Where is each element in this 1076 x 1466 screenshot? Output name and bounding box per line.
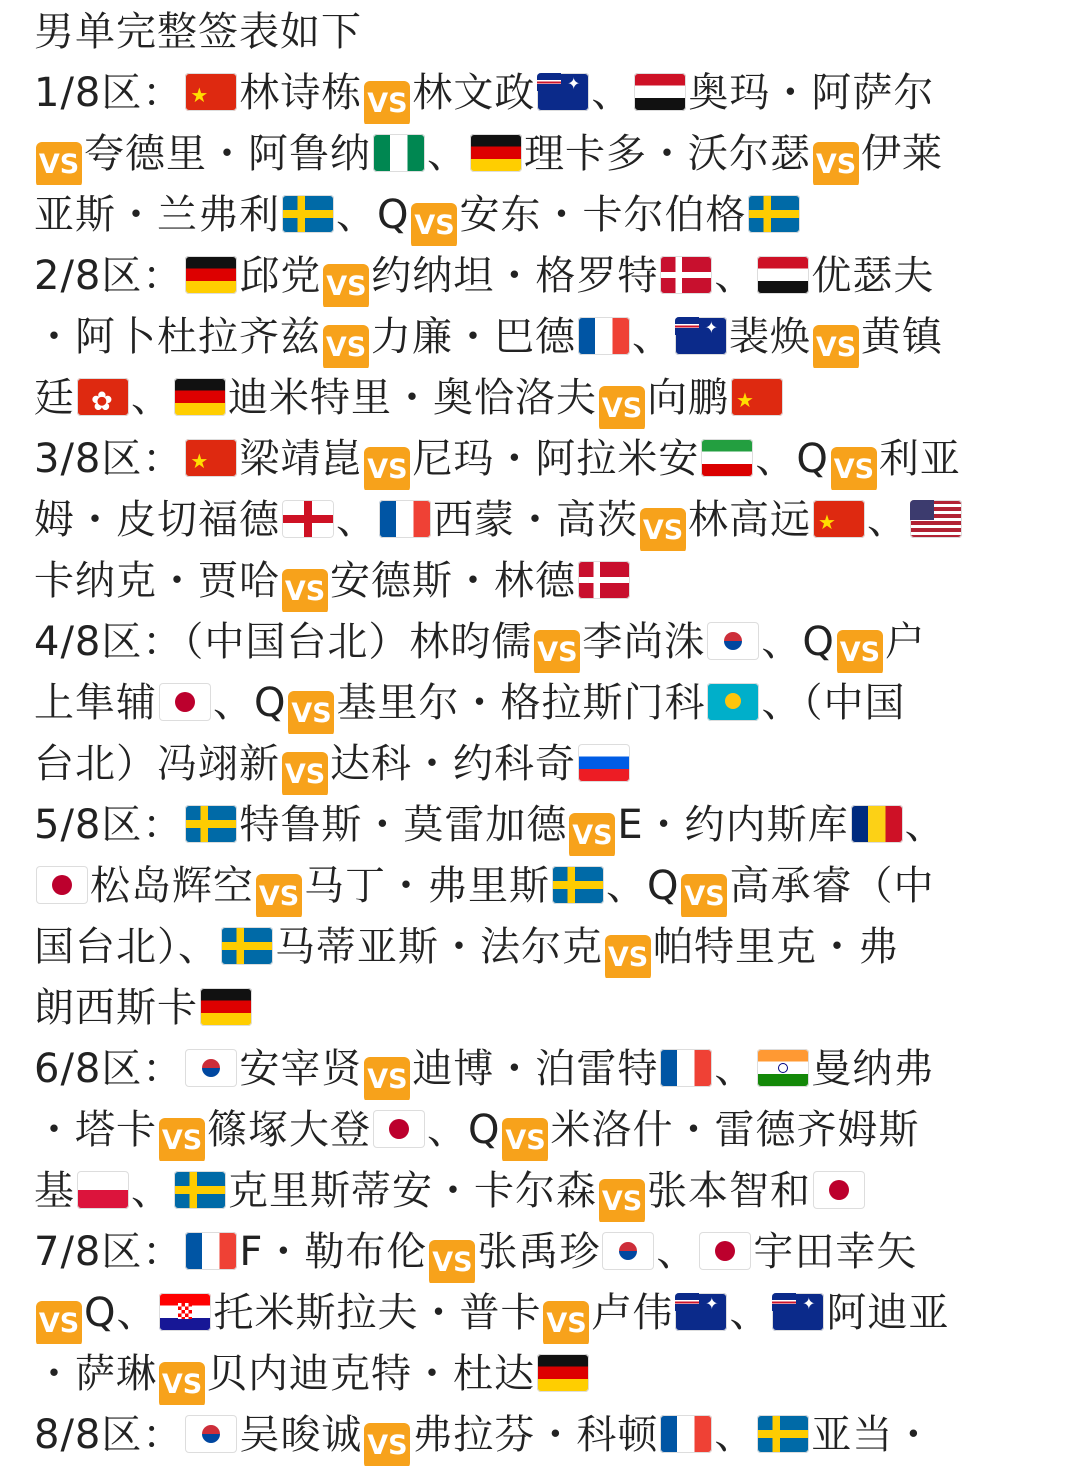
flag-de-icon (470, 134, 522, 172)
line-text: ・萨琳 (34, 1351, 157, 1397)
flag-de-icon (185, 256, 237, 294)
line-text: ・阿卜杜拉齐兹 (34, 314, 321, 360)
vs-badge-icon: VS (256, 874, 302, 917)
line-text: 理卡多・沃尔瑟 (524, 131, 811, 177)
line-text: ・塔卡 (34, 1107, 157, 1153)
line-text: 国台北）、 (34, 924, 219, 970)
line-text: 、 (336, 497, 377, 543)
flag-de-icon (174, 378, 226, 416)
vs-badge-icon: VS (569, 813, 615, 856)
line-text: 4/8区：（中国台北）林昀儒 (34, 619, 533, 665)
flag-se-icon (282, 195, 334, 233)
draw-lines (34, 63, 1044, 1466)
line-text: 梁靖崑 (239, 436, 363, 482)
line-text: 、 (714, 1046, 756, 1092)
vs-badge-icon: VS (288, 691, 334, 734)
line-text: 贝内迪克特・杜达 (207, 1351, 535, 1397)
line-text: 李尚洙 (582, 619, 706, 665)
line-text: 西蒙・高茨 (433, 497, 638, 543)
draw-line (34, 1222, 1044, 1283)
line-text: 、Q (213, 680, 287, 726)
flag-fr-icon (660, 1415, 712, 1453)
draw-line (34, 307, 1044, 368)
flag-kz-icon (707, 683, 759, 721)
line-text: 曼纳弗 (811, 1046, 935, 1092)
line-text: 8/8区： (34, 1412, 184, 1458)
line-text: 、 (131, 1168, 172, 1214)
draw-line (34, 856, 1044, 917)
flag-kr-icon (602, 1232, 654, 1270)
line-text: 松岛辉空 (90, 863, 254, 909)
draw-line (34, 612, 1044, 673)
line-text: 夸德里・阿鲁纳 (84, 131, 371, 177)
line-text: 、Q (761, 619, 835, 665)
flag-eg-icon (634, 73, 686, 111)
line-text: 、Q (755, 436, 829, 482)
vs-badge-icon: VS (159, 1362, 205, 1405)
flag-ir-icon (701, 439, 753, 477)
draw-line (34, 490, 1044, 551)
vs-badge-icon: VS (599, 1179, 645, 1222)
line-text: 马蒂亚斯・法尔克 (275, 924, 603, 970)
line-text: 林高远 (688, 497, 811, 543)
draw-line (34, 124, 1044, 185)
flag-jp-icon (159, 683, 211, 721)
flag-in-icon (757, 1049, 809, 1087)
line-text: E・约内斯库 (617, 802, 849, 848)
line-text: 姆・皮切福德 (34, 497, 280, 543)
line-text: 向鹏 (647, 375, 729, 421)
flag-kr-icon (185, 1049, 237, 1087)
line-text: 户 (884, 619, 926, 665)
line-text: 迪博・泊雷特 (412, 1046, 659, 1092)
vs-badge-icon: VS (429, 1240, 475, 1283)
line-text: 篠塚大登 (207, 1107, 371, 1153)
flag-se-icon (552, 866, 604, 904)
line-text: 高承睿（中 (729, 863, 935, 909)
line-text: 约纳坦・格罗特 (371, 253, 659, 299)
line-text: 马丁・弗里斯 (304, 863, 550, 909)
flag-de-icon (537, 1354, 589, 1392)
line-text: 、 (131, 375, 172, 421)
line-text: 亚斯・兰弗利 (34, 192, 280, 238)
line-text: 米洛什・雷德齐姆斯 (550, 1107, 920, 1153)
flag-jp-icon (699, 1232, 751, 1270)
line-text: 1/8区： (34, 70, 184, 116)
flag-cn-icon (185, 73, 237, 111)
flag-se-icon (221, 927, 273, 965)
line-text: 卡纳克・贾哈 (34, 558, 280, 604)
vs-badge-icon: VS (837, 630, 883, 673)
line-text: 3/8区： (34, 436, 184, 482)
flag-us-icon (910, 500, 962, 538)
flag-au-icon (675, 1293, 727, 1331)
draw-line (34, 185, 1044, 246)
vs-badge-icon: VS (36, 142, 82, 185)
vs-badge-icon: VS (364, 1423, 410, 1466)
flag-jp-icon (36, 866, 88, 904)
line-text: Q、 (84, 1290, 158, 1336)
line-text: 、 (714, 1412, 756, 1458)
vs-badge-icon: VS (534, 630, 580, 673)
flag-fr-icon (660, 1049, 712, 1087)
line-text: 弗拉芬・科顿 (412, 1412, 659, 1458)
flag-hk-icon (77, 378, 129, 416)
flag-en-icon (282, 500, 334, 538)
line-text: 、 (632, 314, 673, 360)
line-text: 、 (591, 70, 633, 116)
line-text: 上隼辅 (34, 680, 157, 726)
line-text: 5/8区： (34, 802, 184, 848)
flag-dk-icon (660, 256, 712, 294)
line-text: 伊莱 (861, 131, 943, 177)
vs-badge-icon: VS (323, 325, 369, 368)
line-text: 、Q (606, 863, 680, 909)
line-text: 6/8区： (34, 1046, 184, 1092)
draw-line (34, 1039, 1044, 1100)
draw-line (34, 1100, 1044, 1161)
line-text: 迪米特里・奥恰洛夫 (228, 375, 597, 421)
vs-badge-icon: VS (36, 1301, 82, 1344)
draw-line (34, 63, 1044, 124)
flag-si-icon (578, 744, 630, 782)
line-text: 优瑟夫 (811, 253, 935, 299)
vs-badge-icon: VS (282, 569, 328, 612)
draw-line (34, 1283, 1044, 1344)
line-text: F・勒布伦 (239, 1229, 428, 1275)
line-text: 7/8区： (34, 1229, 184, 1275)
flag-cn-icon (731, 378, 783, 416)
vs-badge-icon: VS (323, 264, 369, 307)
line-text: 邱党 (239, 253, 322, 299)
flag-hr-icon (159, 1293, 211, 1331)
flag-se-icon (757, 1415, 809, 1453)
vs-badge-icon: VS (282, 752, 328, 795)
flag-fr-icon (578, 317, 630, 355)
flag-ro-icon (851, 805, 903, 843)
flag-ng-icon (373, 134, 425, 172)
document-title: 男单完整签表如下 (34, 9, 362, 55)
line-text: 特鲁斯・莫雷加德 (239, 802, 568, 848)
flag-jp-icon (373, 1110, 425, 1148)
line-text: 、 (427, 131, 468, 177)
draw-line (34, 673, 1044, 734)
line-text: 、 (867, 497, 908, 543)
line-text: 2/8区： (34, 253, 184, 299)
flag-cn-icon (813, 500, 865, 538)
line-text: 林诗栋 (239, 70, 363, 116)
line-text: 基 (34, 1168, 75, 1214)
flag-au-icon (537, 73, 589, 111)
line-text: 安宰贤 (239, 1046, 363, 1092)
flag-fr-icon (185, 1232, 237, 1270)
flag-se-icon (748, 195, 800, 233)
flag-jp-icon (813, 1171, 865, 1209)
line-text: 、 (904, 802, 946, 848)
vs-badge-icon: VS (364, 81, 410, 124)
vs-badge-icon: VS (605, 935, 651, 978)
flag-kr-icon (707, 622, 759, 660)
line-text: 、Q (427, 1107, 501, 1153)
flag-kr-icon (185, 1415, 237, 1453)
vs-badge-icon: VS (543, 1301, 589, 1344)
line-text: 尼玛・阿拉米安 (412, 436, 700, 482)
line-text: 台北）冯翊新 (34, 741, 280, 787)
draw-line (34, 1161, 1044, 1222)
draw-line (34, 1405, 1044, 1466)
line-text: 克里斯蒂安・卡尔森 (228, 1168, 597, 1214)
line-text: 宇田幸矢 (753, 1229, 918, 1275)
line-text: 黄镇 (861, 314, 943, 360)
line-text: 安东・卡尔伯格 (459, 192, 747, 238)
draw-line (34, 734, 1044, 795)
vs-badge-icon: VS (364, 447, 410, 490)
line-text: 朗西斯卡 (34, 985, 198, 1031)
line-text: 张禹珍 (477, 1229, 601, 1275)
draw-document (34, 2, 1044, 1466)
line-text: 张本智和 (647, 1168, 811, 1214)
line-text: 廷 (34, 375, 75, 421)
line-text: 吴晙诚 (239, 1412, 363, 1458)
vs-badge-icon: VS (411, 203, 457, 246)
line-text: 亚当・ (811, 1412, 935, 1458)
flag-se-icon (185, 805, 237, 843)
line-text: 力廉・巴德 (371, 314, 576, 360)
line-text: 安德斯・林德 (330, 558, 576, 604)
flag-fr-icon (379, 500, 431, 538)
line-text: 、 (714, 253, 756, 299)
flag-cn-icon (185, 439, 237, 477)
vs-badge-icon: VS (813, 142, 859, 185)
line-text: 阿迪亚 (826, 1290, 950, 1336)
line-text: 、Q (336, 192, 410, 238)
flag-dk-icon (578, 561, 630, 599)
flag-au-icon (675, 317, 727, 355)
vs-badge-icon: VS (364, 1057, 410, 1100)
line-text: 托米斯拉夫・普卡 (213, 1290, 542, 1336)
vs-badge-icon: VS (831, 447, 877, 490)
line-text: 林文政 (412, 70, 536, 116)
draw-line (34, 795, 1044, 856)
line-text: 达科・约科奇 (330, 741, 576, 787)
draw-line (34, 368, 1044, 429)
draw-line (34, 978, 1044, 1039)
line-text: 奥玛・阿萨尔 (688, 70, 935, 116)
draw-line (34, 917, 1044, 978)
vs-badge-icon: VS (640, 508, 686, 551)
flag-pl-icon (77, 1171, 129, 1209)
draw-line (34, 551, 1044, 612)
flag-se-icon (174, 1171, 226, 1209)
vs-badge-icon: VS (159, 1118, 205, 1161)
vs-badge-icon: VS (599, 386, 645, 429)
line-text: 、 (729, 1290, 771, 1336)
line-text: 利亚 (878, 436, 961, 482)
vs-badge-icon: VS (502, 1118, 548, 1161)
draw-line (34, 1344, 1044, 1405)
line-text: 裴焕 (729, 314, 811, 360)
line-text: 卢伟 (591, 1290, 674, 1336)
vs-badge-icon: VS (813, 325, 859, 368)
line-text: 、 (656, 1229, 698, 1275)
flag-de-icon (200, 988, 252, 1026)
flag-eg-icon (757, 256, 809, 294)
line-text: 基里尔・格拉斯门科 (336, 680, 706, 726)
line-text: 、（中国 (761, 680, 906, 726)
line-text: 帕特里克・弗 (653, 924, 899, 970)
draw-line (34, 429, 1044, 490)
draw-line (34, 246, 1044, 307)
flag-au-icon (772, 1293, 824, 1331)
vs-badge-icon: VS (681, 874, 727, 917)
